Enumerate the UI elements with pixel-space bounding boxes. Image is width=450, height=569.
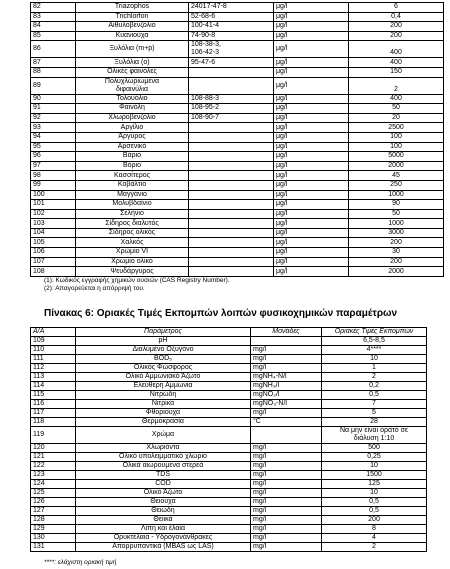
row-number: 115 (31, 391, 76, 400)
row-number: 124 (31, 480, 76, 489)
row-number: 82 (31, 3, 76, 13)
table-row (31, 190, 444, 200)
substance-name: Αρσενικό (76, 142, 189, 152)
table-row (31, 400, 427, 409)
header-limit-values: Οριακές Τιμές Εκπομπών (322, 328, 427, 337)
row-number: 117 (31, 409, 76, 418)
unit: mg/l (251, 444, 322, 453)
unit: mg/l (251, 498, 322, 507)
substance-name: Φαινόλη (76, 104, 189, 114)
header-row (31, 328, 427, 337)
parameter-name: Ολικά αιωρούμενα στερεά (76, 462, 251, 471)
unit (251, 337, 322, 346)
limit-value: 200 (349, 257, 444, 267)
limit-value: 20 (349, 113, 444, 123)
table-row (31, 67, 444, 77)
table-row (31, 444, 427, 453)
limit-value: 1500 (322, 471, 427, 480)
row-number: 100 (31, 190, 76, 200)
limit-value: 45 (349, 171, 444, 181)
limit-value: 2 (349, 77, 444, 94)
unit: mg/l (251, 462, 322, 471)
unit: μg/l (274, 267, 349, 277)
unit: μg/l (274, 41, 349, 58)
row-number: 127 (31, 507, 76, 516)
table-row (31, 391, 427, 400)
unit: mg/l (251, 525, 322, 534)
table-row (31, 123, 444, 133)
limit-value: 5000 (349, 152, 444, 162)
limit-value: 1 (322, 364, 427, 373)
row-number: 110 (31, 346, 76, 355)
unit: mg/l (251, 453, 322, 462)
row-number: 90 (31, 94, 76, 104)
table-6-title: Πίνακας 6: Οριακές Τιμές Εκπομπών λοιπών φυσικοχημικών παραμέτρων (44, 308, 398, 319)
cas-number: 108-38-3, 106-42-3 (189, 41, 274, 58)
limit-value: 50 (349, 104, 444, 114)
unit: μg/l (274, 58, 349, 68)
limit-value: 200 (349, 31, 444, 41)
limit-value: 3000 (349, 228, 444, 238)
substance-name: Χρώμιο VI (76, 248, 189, 258)
unit: μg/l (274, 161, 349, 171)
unit: mg/l (251, 364, 322, 373)
row-number: 103 (31, 219, 76, 229)
unit: mgNH₄-N/l (251, 373, 322, 382)
table-row (31, 248, 444, 258)
cas-number (189, 238, 274, 248)
table-row (31, 219, 444, 229)
table-row (31, 94, 444, 104)
row-number: 97 (31, 161, 76, 171)
cas-number: 24017-47-8 (189, 3, 274, 13)
cas-number (189, 161, 274, 171)
cas-number (189, 257, 274, 267)
limit-value: 6 (349, 3, 444, 13)
row-number: 88 (31, 67, 76, 77)
row-number: 84 (31, 22, 76, 32)
footnote-minimum: ****: ελάχιστη οριακή τιμή (44, 559, 117, 566)
limit-value: 200 (349, 238, 444, 248)
parameter-name: Ολικό υπολειμματικό χλώριο (76, 453, 251, 462)
table-row (31, 132, 444, 142)
row-number: 109 (31, 337, 76, 346)
unit: μg/l (274, 248, 349, 258)
substance-name: Ξυλόλια (o) (76, 58, 189, 68)
row-number: 121 (31, 453, 76, 462)
unit: μg/l (274, 104, 349, 114)
limit-value: 8 (322, 525, 427, 534)
table-row (31, 489, 427, 498)
row-number: 96 (31, 152, 76, 162)
unit: mgNO₃-N/l (251, 400, 322, 409)
limit-value: 2 (322, 543, 427, 552)
table-row (31, 516, 427, 525)
row-number: 89 (31, 77, 76, 94)
cas-number: 108-95-2 (189, 104, 274, 114)
row-number: 107 (31, 257, 76, 267)
substance-name: Χαλκός (76, 238, 189, 248)
table-row (31, 12, 444, 22)
table-row (31, 22, 444, 32)
table-row (31, 171, 444, 181)
table-row (31, 418, 427, 427)
table-row (31, 104, 444, 114)
unit: μg/l (274, 200, 349, 210)
limit-value: 28 (322, 418, 427, 427)
cas-number (189, 267, 274, 277)
row-number: 108 (31, 267, 76, 277)
cas-number (189, 200, 274, 210)
unit: mgNO₂/l (251, 391, 322, 400)
row-number: 83 (31, 12, 76, 22)
row-number: 111 (31, 355, 76, 364)
substance-name: Σίδηρος διαλυτός (76, 219, 189, 229)
cas-number: 108-88-3 (189, 94, 274, 104)
parameter-name: Θειώδη (76, 507, 251, 516)
row-number: 116 (31, 400, 76, 409)
table-row (31, 346, 427, 355)
cas-number (189, 180, 274, 190)
cas-number (189, 132, 274, 142)
row-number: 128 (31, 516, 76, 525)
cas-number (189, 248, 274, 258)
unit: mg/l (251, 471, 322, 480)
row-number: 126 (31, 498, 76, 507)
table-row (31, 161, 444, 171)
row-number: 130 (31, 534, 76, 543)
row-number: 86 (31, 41, 76, 58)
unit: mg/l (251, 489, 322, 498)
parameter-name: COD (76, 480, 251, 489)
substance-name: Ξυλόλια (m+p) (76, 41, 189, 58)
table-row (31, 471, 427, 480)
table-row (31, 480, 427, 489)
row-number: 122 (31, 462, 76, 471)
unit: μg/l (274, 238, 349, 248)
row-number: 125 (31, 489, 76, 498)
limit-value: 10 (322, 462, 427, 471)
parameter-name: Διαλυμένο Οξυγόνο (76, 346, 251, 355)
parameter-name: Θειούχα (76, 498, 251, 507)
parameter-name: TDS (76, 471, 251, 480)
row-number: 91 (31, 104, 76, 114)
table-row (31, 498, 427, 507)
table-row (31, 409, 427, 418)
parameter-name: Νιτρικά (76, 400, 251, 409)
row-number: 129 (31, 525, 76, 534)
substance-name: Μολυβδαίνιο (76, 200, 189, 210)
unit: mg/l (251, 480, 322, 489)
substance-name: Αργίλιο (76, 123, 189, 133)
cas-number (189, 123, 274, 133)
table-row (31, 58, 444, 68)
unit: μg/l (274, 257, 349, 267)
unit: μg/l (274, 219, 349, 229)
row-number: 113 (31, 373, 76, 382)
limit-value: 5 (322, 409, 427, 418)
limit-value: 0,5 (322, 498, 427, 507)
substance-name: Triazophos (76, 3, 189, 13)
limit-value: 2 (322, 373, 427, 382)
limit-value: 150 (349, 67, 444, 77)
header-parameter: Παράμετρος (76, 328, 251, 337)
table-row (31, 31, 444, 41)
cas-number: 108-90-7 (189, 113, 274, 123)
substance-name: Πολυχλωριωμένα διφαινύλια (76, 77, 189, 94)
unit: μg/l (274, 132, 349, 142)
parameter-name: Νιτρώδη (76, 391, 251, 400)
table-row (31, 382, 427, 391)
limit-value: 0,5 (322, 507, 427, 516)
table-row (31, 337, 427, 346)
limit-value: 125 (322, 480, 427, 489)
row-number: 131 (31, 543, 76, 552)
limit-value: 0,4 (349, 12, 444, 22)
cas-number (189, 152, 274, 162)
parameter-name: Απορρυπαντικά (MBAS ως LAS) (76, 543, 251, 552)
unit: μg/l (274, 228, 349, 238)
cas-number (189, 142, 274, 152)
substance-name: Κασσίτερος (76, 171, 189, 181)
parameter-name: Χρώμα (76, 427, 251, 444)
unit: mg/l (251, 346, 322, 355)
row-number: 85 (31, 31, 76, 41)
emission-limits-table (30, 327, 427, 552)
limit-value: 2000 (349, 267, 444, 277)
substance-name: Κοβάλτιο (76, 180, 189, 190)
limit-value: Να μην είναι ορατό σε διάλυση 1:10 (322, 427, 427, 444)
row-number: 94 (31, 132, 76, 142)
limit-value: 100 (349, 142, 444, 152)
table-row (31, 453, 427, 462)
parameter-name: Ολικό Αμμωνιακό Άζωτο (76, 373, 251, 382)
unit (251, 427, 322, 444)
parameter-name: Φθοριούχα (76, 409, 251, 418)
row-number: 87 (31, 58, 76, 68)
substance-name: Σίδηρος ολικός (76, 228, 189, 238)
unit: mg/l (251, 409, 322, 418)
unit: μg/l (274, 171, 349, 181)
substance-name: Βάριο (76, 152, 189, 162)
unit: mg/l (251, 534, 322, 543)
parameter-name: Ολικός Φώσφορος (76, 364, 251, 373)
row-number: 114 (31, 382, 76, 391)
row-number: 102 (31, 209, 76, 219)
unit: μg/l (274, 123, 349, 133)
substance-name: Σελήνιο (76, 209, 189, 219)
parameter-name: Ορυκτέλαια - Υδρογονάνθρακες (76, 534, 251, 543)
cas-number: 95-47-6 (189, 58, 274, 68)
cas-number (189, 209, 274, 219)
table-row (31, 3, 444, 13)
substance-name: Μαγγάνιο (76, 190, 189, 200)
unit: mg/l (251, 355, 322, 364)
substance-name: Ολικές φαινόλες (76, 67, 189, 77)
limit-value: 10 (322, 355, 427, 364)
unit: μg/l (274, 190, 349, 200)
unit: μg/l (274, 113, 349, 123)
unit: °C (251, 418, 322, 427)
parameter-name: Ελεύθερη Αμμωνία (76, 382, 251, 391)
parameter-name: Θειικά (76, 516, 251, 525)
unit: μg/l (274, 209, 349, 219)
limit-value: 400 (349, 58, 444, 68)
unit: mg/l (251, 507, 322, 516)
unit: μg/l (274, 67, 349, 77)
table-row (31, 209, 444, 219)
parameter-name: Ολικό Άζωτο (76, 489, 251, 498)
table-row (31, 427, 427, 444)
parameter-name: Χλωριόντα (76, 444, 251, 453)
limit-value: 90 (349, 200, 444, 210)
footnote-prohibited: (2): Απαγορεύεται η απόρριψή του. (44, 285, 145, 292)
row-number: 118 (31, 418, 76, 427)
row-number: 119 (31, 427, 76, 444)
table-row (31, 364, 427, 373)
table-row (31, 77, 444, 94)
table-row (31, 355, 427, 364)
row-number: 99 (31, 180, 76, 190)
table-row (31, 534, 427, 543)
limit-value: 6,5-8,5 (322, 337, 427, 346)
unit: μg/l (274, 142, 349, 152)
limit-value: 250 (349, 180, 444, 190)
limit-value: 4 (322, 534, 427, 543)
unit: μg/l (274, 31, 349, 41)
limit-value: 400 (349, 94, 444, 104)
cas-number (189, 190, 274, 200)
substance-name: Άργυρος (76, 132, 189, 142)
substance-name: Trichlorfon (76, 12, 189, 22)
table-row (31, 373, 427, 382)
unit: μg/l (274, 22, 349, 32)
unit: mg/l (251, 543, 322, 552)
table-row (31, 267, 444, 277)
substance-name: Αιθυλοβενζόλιο (76, 22, 189, 32)
parameter-name: BOD₅ (76, 355, 251, 364)
parameter-name: Λίπη και έλαια (76, 525, 251, 534)
parameter-name: pH (76, 337, 251, 346)
header-units: Μονάδες (251, 328, 322, 337)
substance-name: Χλωροβενζόλιο (76, 113, 189, 123)
cas-number: 74-90-8 (189, 31, 274, 41)
limit-value: 0,2 (322, 382, 427, 391)
table-row (31, 257, 444, 267)
cas-number: 100-41-4 (189, 22, 274, 32)
table-row (31, 180, 444, 190)
cas-number (189, 228, 274, 238)
table-row (31, 152, 444, 162)
cas-number (189, 67, 274, 77)
substance-name: Τολουόλιο (76, 94, 189, 104)
limit-value: 7 (322, 400, 427, 409)
substances-table (30, 2, 444, 277)
footnote-cas: (1): Κωδικός εγγραφής χημικών ουσιών (CAS Registry Number). (44, 277, 230, 284)
table-row (31, 507, 427, 516)
limit-value: 500 (322, 444, 427, 453)
limit-value: 2500 (349, 123, 444, 133)
limit-value: 200 (322, 516, 427, 525)
substance-name: Χρώμιο ολικό (76, 257, 189, 267)
unit: μg/l (274, 94, 349, 104)
table-row (31, 142, 444, 152)
limit-value: 4**** (322, 346, 427, 355)
row-number: 93 (31, 123, 76, 133)
cas-number: 52-68-6 (189, 12, 274, 22)
table-row (31, 200, 444, 210)
unit: μg/l (274, 152, 349, 162)
table-row (31, 525, 427, 534)
row-number: 98 (31, 171, 76, 181)
row-number: 101 (31, 200, 76, 210)
table-row (31, 113, 444, 123)
parameter-name: Θερμοκρασία (76, 418, 251, 427)
row-number: 120 (31, 444, 76, 453)
table-row (31, 543, 427, 552)
row-number: 92 (31, 113, 76, 123)
unit: mg/l (251, 516, 322, 525)
table-row (31, 41, 444, 58)
limit-value: 200 (349, 22, 444, 32)
substance-name: Βόριο (76, 161, 189, 171)
limit-value: 0,5 (322, 391, 427, 400)
table-row (31, 462, 427, 471)
substance-name: Κυανιούχα (76, 31, 189, 41)
limit-value: 1000 (349, 219, 444, 229)
unit: mgNH₃/l (251, 382, 322, 391)
header-num: Α/Α (31, 328, 76, 337)
limit-value: 400 (349, 41, 444, 58)
unit: μg/l (274, 77, 349, 94)
cas-number (189, 219, 274, 229)
substance-name: Ψευδάργυρος (76, 267, 189, 277)
limit-value: 50 (349, 209, 444, 219)
limit-value: 100 (349, 132, 444, 142)
cas-number (189, 77, 274, 94)
row-number: 104 (31, 228, 76, 238)
row-number: 105 (31, 238, 76, 248)
cas-number (189, 171, 274, 181)
limit-value: 10 (322, 489, 427, 498)
unit: μg/l (274, 3, 349, 13)
row-number: 123 (31, 471, 76, 480)
row-number: 106 (31, 248, 76, 258)
row-number: 95 (31, 142, 76, 152)
unit: μg/l (274, 12, 349, 22)
limit-value: 2000 (349, 161, 444, 171)
limit-value: 1000 (349, 190, 444, 200)
unit: μg/l (274, 180, 349, 190)
table-row (31, 238, 444, 248)
row-number: 112 (31, 364, 76, 373)
limit-value: 30 (349, 248, 444, 258)
limit-value: 0,25 (322, 453, 427, 462)
table-row (31, 228, 444, 238)
